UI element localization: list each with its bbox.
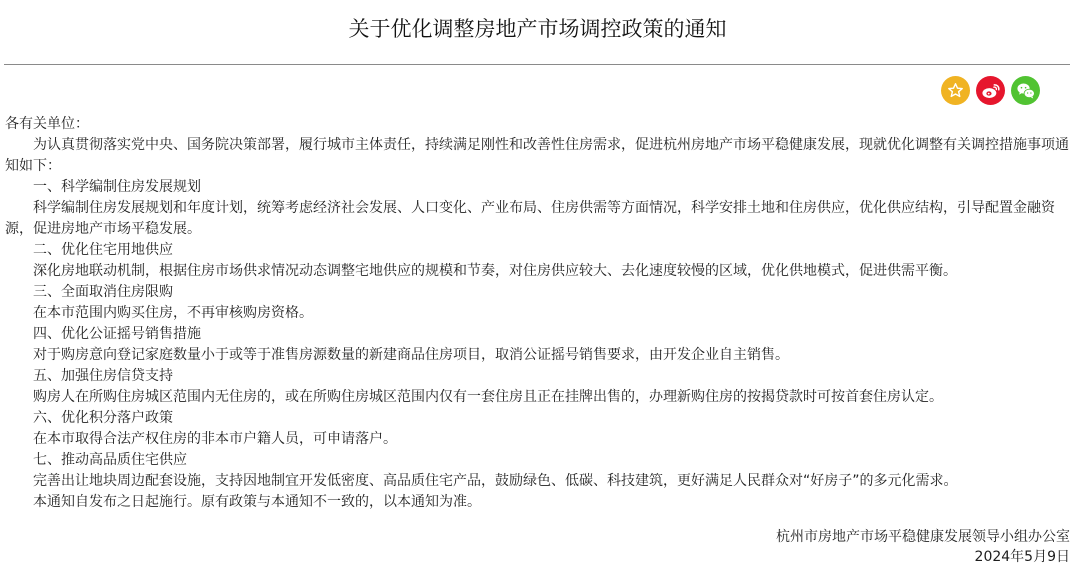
section-text: 深化房地联动机制，根据住房市场供求情况动态调整宅地供应的规模和节奏，对住房供应较大、去化速度较慢的区域，优化供地模式，促进供需平衡。 <box>33 263 957 279</box>
salutation: 各有关单位： <box>5 116 89 132</box>
favorite-star-icon <box>947 82 964 99</box>
section-heading: 二、优化住宅用地供应 <box>33 242 173 258</box>
wechat-icon <box>1016 82 1036 100</box>
favorite-button[interactable] <box>941 76 970 105</box>
section-text: 在本市取得合法产权住房的非本市户籍人员，可申请落户。 <box>33 431 397 447</box>
signature-block <box>776 527 1070 567</box>
title-divider <box>4 64 1070 65</box>
section-text: 在本市范围内购买住房，不再审核购房资格。 <box>33 305 313 321</box>
section-text: 科学编制住房发展规划和年度计划，统筹考虑经济社会发展、人口变化、产业布局、住房供需等方面情况，科学安排土地和住房供应，优化供应结构，引导配置金融资源，促进房地产市场平稳发展。 <box>5 200 1055 237</box>
share-bar <box>941 76 1040 105</box>
section-text: 完善出让地块周边配套设施，支持因地制宜开发低密度、高品质住宅产品，鼓励绿色、低碳、科技建筑，更好满足人民群众对“好房子”的多元化需求。 <box>33 473 958 489</box>
wechat-share-button[interactable] <box>1011 76 1040 105</box>
section-heading: 七、推动高品质住宅供应 <box>33 452 187 468</box>
issuing-organization: 杭州市房地产市场平稳健康发展领导小组办公室 <box>776 529 1070 545</box>
section-heading: 一、科学编制住房发展规划 <box>33 179 201 195</box>
weibo-icon <box>981 82 1001 100</box>
section-heading: 三、全面取消住房限购 <box>33 284 173 300</box>
section-text: 对于购房意向登记家庭数量小于或等于准售房源数量的新建商品住房项目，取消公证摇号销售要求，由开发企业自主销售。 <box>33 347 789 363</box>
section-heading: 五、加强住房信贷支持 <box>33 368 173 384</box>
section-heading: 四、优化公证摇号销售措施 <box>33 326 201 342</box>
closing-paragraph: 本通知自发布之日起施行。原有政策与本通知不一致的，以本通知为准。 <box>33 494 481 510</box>
section-text: 购房人在所购住房城区范围内无住房的，或在所购住房城区范围内仅有一套住房且正在挂牌出售的，办理新购住房的按揭贷款时可按首套住房认定。 <box>33 389 943 405</box>
article-body <box>5 114 1071 513</box>
intro-paragraph: 为认真贯彻落实党中央、国务院决策部署，履行城市主体责任，持续满足刚性和改善性住房需求，促进杭州房地产市场平稳健康发展，现就优化调整有关调控措施事项通知如下： <box>5 137 1069 174</box>
issue-date: 2024年5月9日 <box>974 549 1070 565</box>
article-title: 关于优化调整房地产市场调控政策的通知 <box>348 17 727 41</box>
weibo-share-button[interactable] <box>976 76 1005 105</box>
section-heading: 六、优化积分落户政策 <box>33 410 173 426</box>
